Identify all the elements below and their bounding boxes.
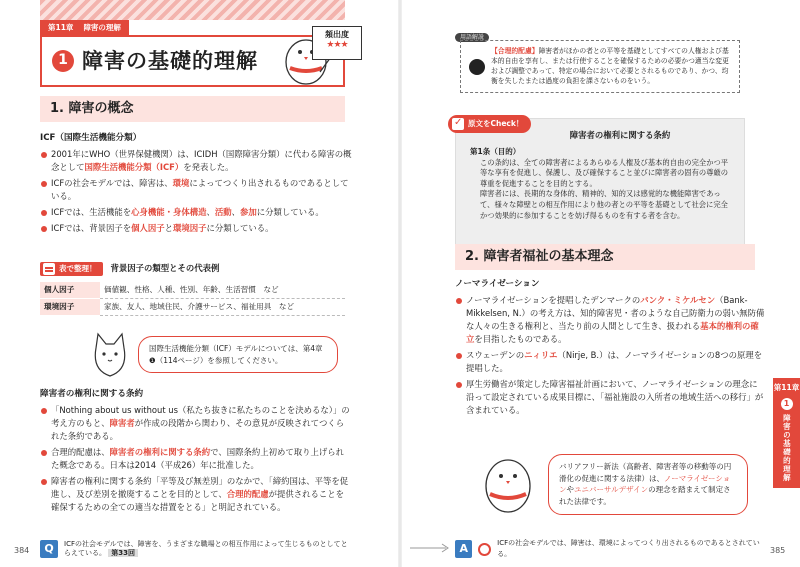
chapter-name: 障害の理解	[83, 22, 121, 32]
list-item: 厚生労働省が策定した障害福祉計画において、ノーマライゼーションの理念に沿って設定されている成果目標に、「福祉施設の入所者の地域生活への移行」が含まれている。	[455, 378, 765, 417]
original-text-box	[455, 118, 745, 260]
chapter-number: 第11章	[48, 22, 74, 32]
correct-circle-icon	[478, 543, 491, 556]
cat-speech-bubble: 国際生活機能分類（ICF）モデルについては、第4章❶（114ページ）を参照してください。	[138, 336, 338, 373]
owl-mascot-icon	[478, 446, 538, 516]
table-row: 個人因子 価値観、性格、人種、性別、年齢、生活習慣 など	[40, 282, 345, 298]
list-item: 合理的配慮は、障害者の権利に関する条約で、国際条約上初めて取り上げられた概念である。日本は2014（平成26）年に批准した。	[40, 446, 352, 472]
factor-table	[40, 282, 345, 316]
list-item: 2001年にWHO（世界保健機関）は、ICIDH（国際障害分類）に代わる障害の概念として国際生活機能分類（ICF）を発表した。	[40, 148, 352, 174]
answer-text: ICFの社会モデルでは、障害は、環境によってつくり出されるものであるとされている。	[497, 539, 760, 558]
page-number-left: 384	[14, 546, 30, 555]
check-title: 障害者の権利に関する条約	[569, 130, 671, 140]
normalization-heading: ノーマライゼーション	[455, 279, 540, 289]
term-body: 障害者がほかの者との平等を基礎としてすべての人権および基本的自由を享有し、または行使することを確保するための必要かつ適当な変更および調整であって、特定の場合において必要とされるものであり、かつ、均衡を失したまたは過度の負担を課さないものをいう。	[491, 47, 729, 85]
list-item: 「Nothing about us without us（私たち抜きに私たちのことを決めるな）」の考え方のもと、障害者が作成の段階から関わり、その意見が反映されてつくられた条約である。	[40, 404, 352, 443]
frequency-label: 頻出度	[325, 30, 349, 39]
article-label: 第1条（目的）	[470, 147, 521, 157]
page-title: 障害の基礎的理解	[82, 48, 258, 73]
list-item: スウェーデンのニィリエ（Nirje, B.）は、ノーマライゼーションの8つの原理を提唱した。	[455, 349, 765, 375]
book-gutter	[398, 0, 402, 567]
question-mark: Q	[40, 540, 58, 558]
question-text: ICFの社会モデルでは、障害を、うまざまな職場との相互作用によって生じるものとしてとらえている。 第33回	[64, 539, 348, 557]
term-box	[460, 40, 740, 93]
section-heading-2	[455, 244, 755, 270]
answer-bar	[455, 538, 765, 560]
title-number: 1	[52, 50, 74, 72]
normalization-block	[455, 278, 765, 420]
term-head: 【合理的配慮】	[491, 47, 539, 55]
list-item: ICFの社会モデルでは、障害は、環境によってつくり出されるものであるとしている。	[40, 177, 352, 203]
arrow-icon	[410, 543, 450, 553]
frequency-stars: ★★★	[326, 39, 348, 50]
question-ref: 第33回	[108, 549, 138, 557]
term-tag: 用語解説	[455, 33, 489, 42]
frequency-sign	[312, 26, 362, 60]
section-title: 障害者福祉の基本理念	[483, 248, 614, 264]
table-row: 環境因子 家族、友人、地域住民、介護サービス、福祉用具 など	[40, 298, 345, 315]
point-label: 表で整理！	[40, 262, 103, 276]
owl-speech-bubble: バリアフリー新法（高齢者、障害者等の移動等の円滑化の促進に関する法律）は、ノーマライゼーションやユニバーサルデザインの理念を踏まえて制定された法律です。	[548, 454, 748, 515]
rights-heading: 障害者の権利に関する条約	[40, 389, 144, 399]
list-item: ICFでは、背景因子を個人因子と環境因子に分類している。	[40, 222, 352, 235]
section-title: 障害の概念	[68, 100, 134, 116]
check-icon	[452, 118, 464, 130]
article-paragraph-1: この条約は、全ての障害者によるあらゆる人権及び基本的自由の完全かつ平等な享有を促進し、保護し、及び確保すること並びに障害者の固有の尊厳の尊重を促進することを目的とする。	[480, 157, 729, 188]
list-item: ノーマライゼーションを提唱したデンマークのバンク・ミケルセン（Bank-Mikkelsen, N.）の考え方は、知的障害児・者のような自己防衛力の弱い無防備な人々の生きる権利と、当たり前の人間として生き、扱われる基本的権利の確立を目指したものである。	[455, 294, 765, 346]
side-tab-text: 障害の基礎的理解	[782, 413, 792, 482]
icf-block	[40, 132, 352, 238]
section-number: 1.	[50, 100, 64, 116]
list-item: 障害者の権利に関する条約「平等及び無差別」のなかで、「締約国は、平等を促進し、及び差別を撤廃することを目的として、合理的配慮が提供されることを確保するための全ての適当な措置をとる」と明記されている。	[40, 475, 352, 514]
article-paragraph-2: 障害者には、長期的な身体的、精神的、知的又は感覚的な機能障害であって、様々な障壁との相互作用により他の者との平等を基礎として社会に完全かつ効果的に参加することを妨げ得るものを有する者を含む。	[480, 189, 728, 220]
section-heading-1	[40, 96, 345, 122]
page-number-right: 385	[770, 546, 786, 555]
question-bar	[40, 538, 370, 560]
list-item: ICFでは、生活機能を心身機能・身体構造、活動、参加に分類している。	[40, 206, 352, 219]
chapter-side-tab	[773, 378, 800, 488]
table-title: 背景因子の類型とその代表例	[110, 263, 220, 274]
chapter-tag	[40, 20, 129, 35]
cat-mascot-icon	[88, 330, 132, 380]
section-number: 2.	[465, 248, 479, 264]
book-icon	[469, 59, 485, 75]
answer-mark: A	[455, 540, 472, 558]
rights-block	[40, 388, 352, 517]
factor-table-box	[40, 262, 345, 316]
side-tab-chapter: 第11章	[773, 383, 800, 392]
side-tab-number: 1	[781, 398, 793, 410]
icf-heading: ICF（国際生活機能分類）	[40, 133, 142, 143]
list-icon	[43, 263, 55, 275]
check-tag: ✓ 原文をCheck！	[448, 115, 531, 133]
